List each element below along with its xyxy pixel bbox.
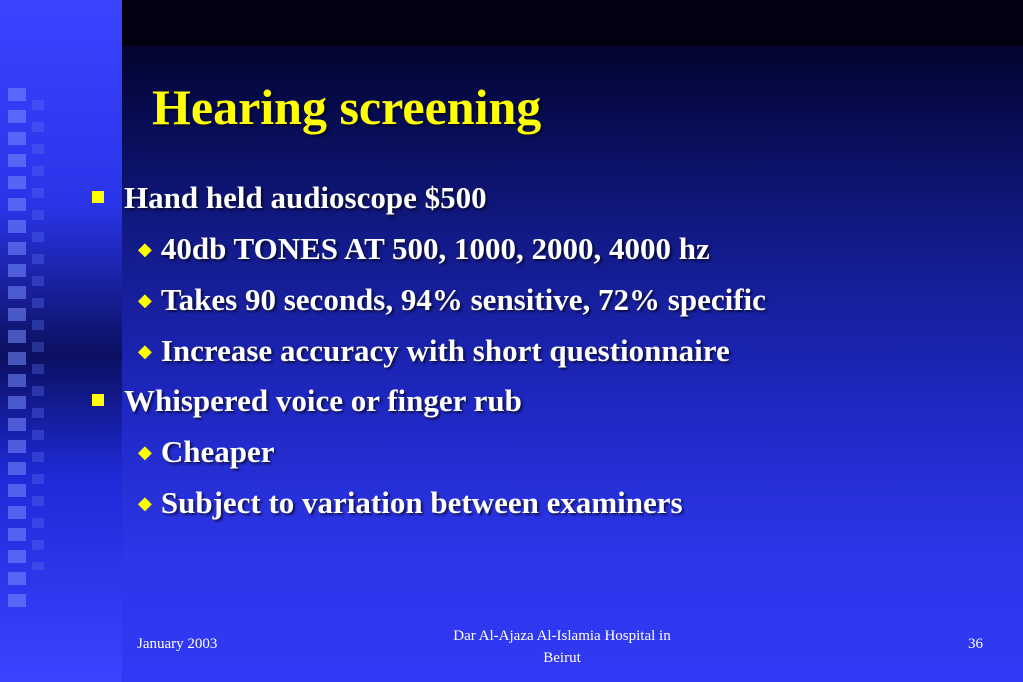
bullet-text: Subject to variation between examiners (160, 485, 683, 520)
footer-org-line1: Dar Al-Ajaza Al-Islamia Hospital in (453, 628, 671, 644)
footer-page-number: 36 (968, 636, 983, 652)
bullet-level2 (138, 333, 730, 369)
bullet-text: Cheaper (160, 434, 275, 469)
diamond-bullet-icon: ◆ (138, 493, 152, 513)
footer-org-line2: Beirut (543, 650, 581, 666)
square-bullet-icon (92, 394, 104, 406)
bullet-text: Takes 90 seconds, 94% sensitive, 72% specific (160, 282, 766, 317)
diamond-bullet-icon: ◆ (138, 290, 152, 310)
decorative-squares-faint (32, 100, 44, 570)
decorative-squares (8, 88, 26, 608)
left-decorative-bar (0, 0, 122, 682)
footer-organization (392, 625, 732, 669)
slide-title: Hearing screening (152, 79, 542, 135)
square-bullet-icon (92, 191, 104, 203)
bullet-level2 (138, 231, 710, 267)
bullet-text: Whispered voice or finger rub (124, 383, 522, 418)
bullet-level1 (92, 383, 522, 419)
bullet-text: Increase accuracy with short questionnaire (160, 333, 730, 368)
footer-date: January 2003 (137, 636, 218, 652)
diamond-bullet-icon: ◆ (138, 341, 152, 361)
bullet-level2 (138, 485, 683, 521)
diamond-bullet-icon: ◆ (138, 239, 152, 259)
bullet-level1 (92, 180, 487, 216)
bullet-level2 (138, 434, 275, 470)
bullet-level2 (138, 282, 766, 318)
bullet-text: 40db TONES AT 500, 1000, 2000, 4000 hz (160, 231, 710, 266)
top-dark-band (122, 0, 1023, 46)
bullet-text: Hand held audioscope $500 (124, 180, 487, 215)
diamond-bullet-icon: ◆ (138, 442, 152, 462)
